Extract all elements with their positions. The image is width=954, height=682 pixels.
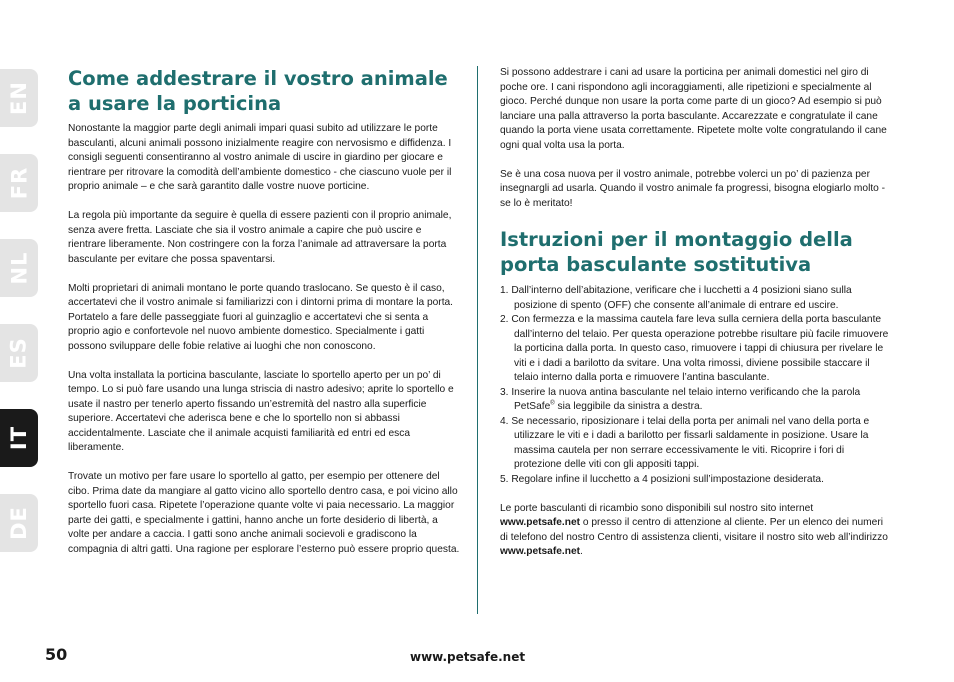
paragraph: Una volta installata la porticina basculante, lasciate lo sportello aperto per un po’ di tempo. Lo si può fare usando una lunga striscia di nastro adesivo; aprite lo sportello e usate il nastro per tenerlo aperto fissando un’estremità del nastro alla superficie superiore. Accertatevi che aderisca bene e che lo sportello non si abbassi accidentalmente. Lasciate che il animale acquisti familiarità ed entri ed esca liberamente. bbox=[68, 369, 454, 453]
lang-tab-nl[interactable] bbox=[0, 239, 38, 297]
installation-heading: Istruzioni per il montaggio della porta basculante sostitutiva bbox=[500, 228, 853, 276]
lang-tab-fr[interactable] bbox=[0, 154, 38, 212]
lang-tab-label: IT bbox=[6, 425, 31, 451]
column-divider bbox=[477, 66, 478, 614]
page-number: 50 bbox=[45, 645, 68, 664]
paragraph: Se è una cosa nuova per il vostro animale, potrebbe volerci un po’ di pazienza per insegnargli ad usarla. Quando il vostro animale fa progressi, bisogna elogiarlo molto - se lo è meritato! bbox=[500, 168, 886, 209]
website-link[interactable]: www.petsafe.net bbox=[500, 546, 581, 557]
list-item: 1. Dall’interno dell’abitazione, verificare che i lucchetti a 4 posizioni siano sulla posizione di spento (OFF) che consente all’animale di entrare ed uscire. bbox=[500, 285, 852, 311]
closing-text: . bbox=[580, 546, 583, 557]
training-heading: Come addestrare il vostro animale a usare la porticina bbox=[68, 67, 448, 115]
step-text: 3. Inserire la nuova antina basculante nel telaio interno verificando che la parola PetSafe bbox=[500, 386, 861, 412]
lang-tab-es[interactable] bbox=[0, 324, 38, 382]
list-item bbox=[500, 386, 890, 415]
lang-tab-label: EN bbox=[6, 81, 31, 115]
lang-tab-label: ES bbox=[6, 337, 31, 369]
closing-text: Le porte basculanti di ricambio sono disponibili sul nostro sito internet bbox=[500, 502, 814, 514]
lang-tab-label: DE bbox=[7, 506, 31, 540]
lang-tab-de[interactable] bbox=[0, 494, 38, 552]
lang-tab-en[interactable] bbox=[0, 69, 38, 127]
installation-steps bbox=[500, 284, 890, 487]
left-column bbox=[68, 66, 460, 572]
paragraph: Molti proprietari di animali montano le porte quando traslocano. Se questo è il caso, accertatevi che il vostro animale si familiarizzi con i dintorni prima di montare la porta. Portatelo a fare delle passeggiate fuori al guinzaglio e accertatevi che si senta a proprio agio e confortevole nel nuovo ambiente domestico. Specialmente i gatti possono sviluppare delle fobie relative ai luoghi che non conoscono. bbox=[68, 282, 454, 352]
step-text: sia leggibile da sinistra a destra. bbox=[554, 401, 703, 412]
list-item: 5. Regolare infine il lucchetto a 4 posizioni sull’impostazione desiderata. bbox=[500, 473, 824, 485]
paragraph: Trovate un motivo per fare usare lo sportello al gatto, per esempio per ottenere del cibo. Prima date da mangiare al gatto vicino allo sportello dentro casa, e poi vicino allo sportello fuori casa. Ripetete l’operazione quante volte vi paia necessario. La maggior parte dei gatti, e specialmente i gattini, hanno anche un forte desiderio di libertà, a volte per andare a caccia. I gatti sono anche animali socievoli e gradiscono la compagnia di altri gatti. Una ragione per esplorare l’esterno può essere proprio questa. bbox=[68, 471, 460, 555]
footer-url[interactable]: www.petsafe.net bbox=[410, 650, 526, 664]
lang-tab-label: FR bbox=[6, 166, 31, 200]
closing-paragraph bbox=[500, 502, 890, 560]
paragraph: Si possono addestrare i cani ad usare la porticina per animali domestici nel giro di poche ore. I cani rispondono agli incoraggiamenti, alle ripetizioni e specialmente al gioco. Perché dunque non usare la porta come parte di un gioco? Ad esempio si può lanciare una palla attraverso la porta basculante. Accarezzate e congratulate il cane quando la porta viene usata correttamente. Ripetete molte volte congratulando il cane ogni qual volta usa la porta. bbox=[500, 67, 887, 151]
lang-tab-it[interactable] bbox=[0, 409, 38, 467]
list-item: 4. Se necessario, riposizionare i telai della porta per animali nel vano della porta e utilizzare le viti e i dadi a barilotto per fissarli saldamente in posizione. Usare la massima cautela per non serrare eccessivamente le viti. Ricoprire i fori di protezione delle viti con gli appositi tappi. bbox=[500, 415, 870, 470]
website-link[interactable]: www.petsafe.net bbox=[500, 517, 581, 528]
paragraph: La regola più importante da seguire è quella di essere pazienti con il proprio animale, senza avere fretta. Lasciate che sia il vostro animale a capire che può uscire e rientrare liberamente. Non costringere con la forza l’animale ad attraversare la porta basculante per evitare che possa spaventarsi. bbox=[68, 210, 452, 265]
paragraph: Nonostante la maggior parte degli animali impari quasi subito ad utilizzare le porte basculanti, alcuni animali possono inizialmente reagire con nervosismo e diffidenza. I consigli seguenti consentiranno al vostro animale di uscire in giardino per giocare e rientrare per ritrovare la comodità dell’ambiente domestico - che ciascuno vuole per il proprio animale – e che sarà garantito dalle vostre nuove porticine. bbox=[68, 123, 452, 192]
closing-text: o presso il centro di attenzione al cliente. Per un elenco dei numeri di telefono del nostro Centro di assistenza clienti, visitare il nostro sito web all’indirizzo bbox=[500, 517, 888, 543]
list-item: 2. Con fermezza e la massima cautela fare leva sulla cerniera della porta basculante dall’interno del telaio. Per questa operazione potrebbe risultare più facile rimuovere la porticina dalla porta. In questo caso, rimuovere i tappi di chiusura per rivelare le viti e i dadi a barilotto da svitare. Una volta rimossi, diviene possibile staccare il telaio interno dalla porta e rimuovere l’antina basculante. bbox=[500, 314, 889, 383]
registered-mark: ® bbox=[550, 400, 555, 407]
lang-tab-label: NL bbox=[7, 251, 31, 285]
right-column bbox=[500, 66, 890, 574]
